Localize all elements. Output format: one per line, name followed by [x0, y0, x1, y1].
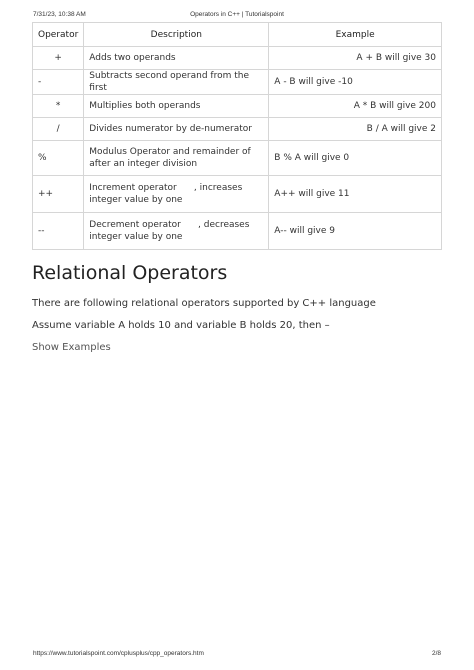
assumption-paragraph: Assume variable A holds 10 and variable B holds 20, then –: [32, 320, 330, 331]
operator-cell: -: [33, 70, 84, 95]
description-cell: Subtracts second operand from the first: [84, 70, 269, 95]
example-cell: A++ will give 11: [269, 176, 442, 213]
print-header: [0, 11, 474, 21]
operator-cell: +: [33, 47, 84, 70]
description-cell: Adds two operands: [84, 47, 269, 70]
column-header-example: Example: [269, 23, 442, 47]
description-cell: Decrement operator , decreases integer value by one: [84, 213, 269, 250]
table-row: [33, 141, 442, 176]
table-header-row: [33, 23, 442, 47]
operator-cell: *: [33, 95, 84, 118]
table-row: [33, 118, 442, 141]
table-row: [33, 95, 442, 118]
table-row: [33, 176, 442, 213]
print-date: 7/31/23, 10:38 AM: [33, 11, 86, 18]
description-cell: Increment operator , increases integer value by one: [84, 176, 269, 213]
description-cell: Divides numerator by de-numerator: [84, 118, 269, 141]
example-cell: B / A will give 2: [269, 118, 442, 141]
operators-table: [32, 22, 442, 250]
operator-cell: /: [33, 118, 84, 141]
print-footer: [0, 650, 474, 660]
example-cell: A - B will give -10: [269, 70, 442, 95]
table-row: [33, 213, 442, 250]
print-url: https://www.tutorialspoint.com/cplusplus/cpp_operators.htm: [33, 650, 204, 657]
page-number: 2/8: [431, 650, 441, 657]
column-header-description: Description: [84, 23, 269, 47]
operator-cell: ++: [33, 176, 84, 213]
operator-cell: --: [33, 213, 84, 250]
example-cell: A * B will give 200: [269, 95, 442, 118]
print-title: Operators in C++ | Tutorialspoint: [190, 11, 284, 18]
example-cell: A + B will give 30: [269, 47, 442, 70]
example-cell: A-- will give 9: [269, 213, 442, 250]
operator-cell: %: [33, 141, 84, 176]
description-cell: Multiplies both operands: [84, 95, 269, 118]
description-cell: Modulus Operator and remainder of after an integer division: [84, 141, 269, 176]
intro-paragraph: There are following relational operators supported by C++ language: [32, 298, 376, 309]
example-cell: B % A will give 0: [269, 141, 442, 176]
column-header-operator: Operator: [33, 23, 84, 47]
section-heading: Relational Operators: [32, 262, 228, 284]
table-row: [33, 70, 442, 95]
table-row: [33, 47, 442, 70]
show-examples-link[interactable]: Show Examples: [32, 342, 111, 353]
